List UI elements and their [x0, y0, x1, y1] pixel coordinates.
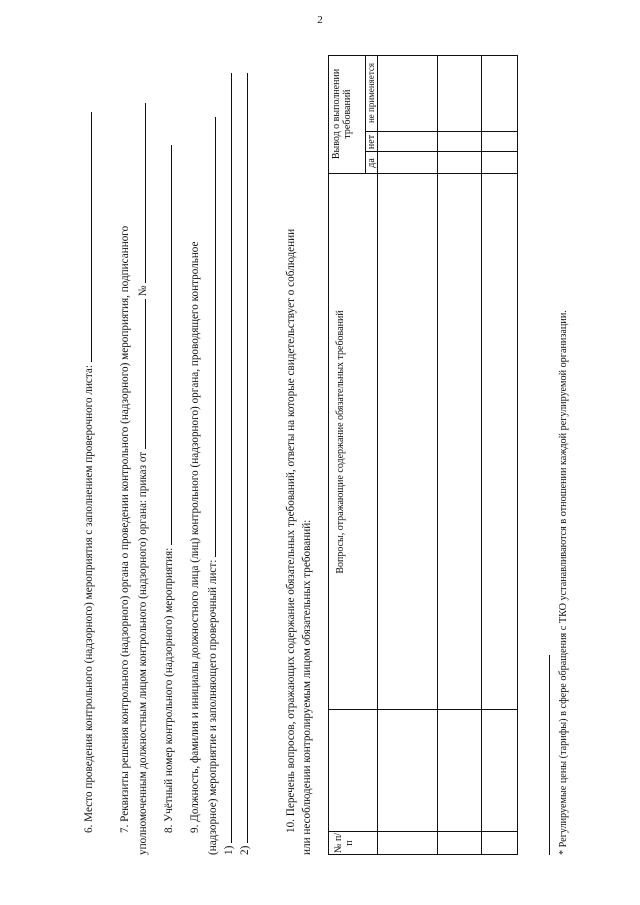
field-9-item-2-blank — [236, 73, 248, 843]
table-grid-line — [437, 56, 438, 854]
field-8-blank — [160, 145, 172, 545]
field-10-line-2: или несоблюдении контролируемым лицом обязательных требований: — [301, 519, 313, 855]
field-9-item-2-label: 2) — [239, 845, 251, 855]
field-8 — [160, 145, 176, 855]
footnote: * Регулируемые цены (тарифы) в сфере обращения с ТКО устанавливаются в отношении каждой регулируемой организации. — [558, 310, 569, 855]
table-grid-line — [365, 151, 517, 152]
field-9-item-1 — [220, 73, 236, 855]
header-na: не применяется — [366, 63, 376, 124]
header-no: нет — [366, 134, 377, 150]
field-7-line-1: 7. Реквизиты решения контрольного (надзорного) органа о проведении контрольного (надзорного) мероприятия, подписанного — [119, 225, 131, 833]
field-7-label: уполномоченным должностным лицом контрольного (надзорного) органа: приказ от — [137, 451, 149, 855]
page-number: 2 — [317, 14, 323, 26]
field-9-label: (надзорное) мероприятие и заполняющего проверочный лист: — [207, 559, 219, 855]
table-grid-line — [329, 831, 517, 832]
field-7-number-blank — [134, 103, 146, 283]
field-9-line-2 — [204, 117, 220, 855]
requirements-table — [328, 55, 518, 855]
field-9-item-1-label: 1) — [223, 845, 235, 855]
footnote-rule — [549, 655, 550, 855]
field-7-date-blank — [134, 299, 146, 449]
field-6 — [80, 112, 96, 855]
table-grid-line — [329, 173, 517, 174]
field-9-item-2 — [236, 73, 252, 855]
table-grid-line — [365, 131, 517, 132]
field-10-line-1: 10. Перечень вопросов, отражающих содержание обязательных требований, ответы на которые свидетельствует о соблюдении — [285, 228, 297, 833]
field-6-blank — [80, 112, 92, 362]
field-9-blank — [204, 117, 216, 557]
header-conclusion: Вывод о выполнении требований — [331, 68, 353, 160]
field-9-line-1: 9. Должность, фамилия и инициалы должностного лица (лиц) контрольного (надзорного) органа, проводящего контрольное — [189, 241, 201, 833]
table-grid-line — [329, 709, 517, 710]
header-yes: да — [366, 158, 377, 168]
header-num: № п/п — [333, 832, 355, 854]
field-7-line-2 — [134, 103, 150, 855]
rotated-page-content — [58, 55, 588, 855]
field-9-item-1-blank — [220, 73, 232, 843]
table-grid-line — [377, 56, 378, 854]
header-question: Вопросы, отражающие содержание обязательных требований — [335, 310, 346, 574]
field-7-no-sign: № — [137, 285, 149, 297]
field-6-label: 6. Место проведения контрольного (надзорного) мероприятия с заполнением проверочного листа: — [83, 365, 95, 833]
table-grid-line — [481, 56, 482, 854]
field-8-label: 8. Учётный номер контрольного (надзорного) мероприятия: — [163, 547, 175, 833]
